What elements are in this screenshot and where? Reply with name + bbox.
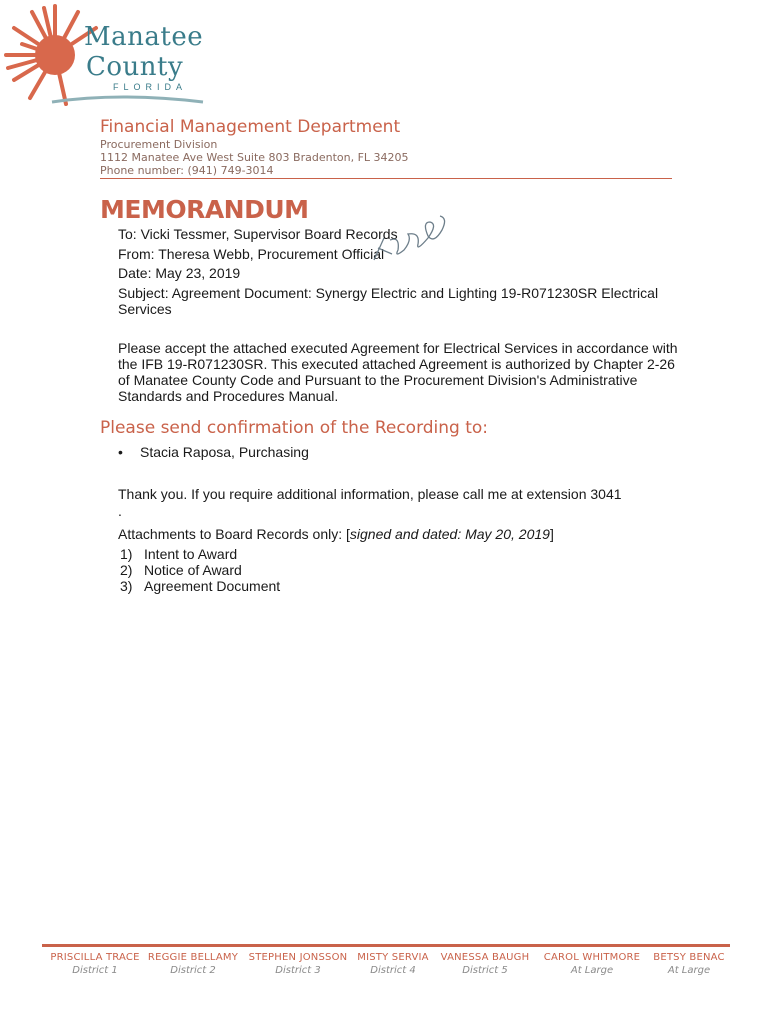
stray-dot: . [118,503,122,519]
commissioner [48,952,142,976]
address: 1112 Manatee Ave West Suite 803 Bradenton, FL 34205 [100,151,409,164]
commissioner [247,952,349,976]
commissioner [542,952,642,976]
attachment-number: 1) [120,546,133,562]
footer-divider [42,944,730,947]
signature-initials [368,210,458,270]
commissioner [440,952,530,976]
memo-to: To: Vicki Tessmer, Supervisor Board Records [118,226,398,242]
commissioner-district: District 5 [462,965,508,976]
thank-you-text: Thank you. If you require additional information, please call me at extension 3041 [118,486,622,502]
commissioner [355,952,431,976]
confirmation-heading: Please send confirmation of the Recording to: [100,418,489,438]
commissioner-name: STEPHEN JONSSON [248,952,348,963]
attachments-signed-date: signed and dated: May 20, 2019 [349,526,550,542]
bullet-icon: • [118,444,123,460]
memo-subject-line1: Subject: Agreement Document: Synergy Electric and Lighting 19-R071230SR Electrical [118,285,659,301]
attachments-intro [118,526,554,542]
commissioner-name: PRISCILLA TRACE [50,952,140,963]
attachments-intro-text: Attachments to Board Records only: [ [118,526,350,542]
commissioner [146,952,240,976]
commissioner-name: BETSY BENAC [653,952,725,963]
attachments-close-bracket: ] [549,526,554,542]
memo-date: Date: May 23, 2019 [118,265,241,281]
recipient-item: Stacia Raposa, Purchasing [140,444,309,460]
commissioner-district: District 2 [170,965,216,976]
attachment-item: Notice of Award [144,562,242,578]
attachment-item: Intent to Award [144,546,238,562]
memo-from: From: Theresa Webb, Procurement Official [118,246,385,262]
commissioner [650,952,728,976]
body-paragraph: Please accept the attached executed Agreement for Electrical Services in accordance with the IFB 19-R071230SR. This executed attached Agreement is authorized by Chapter 2-26 of Manatee County Code and Pursuant to the Procurement Division's Administrative Standards and Procedures Manual. [118,340,678,404]
commissioner-name: MISTY SERVIA [357,952,429,963]
commissioner-district: At Large [570,965,614,976]
commissioner-district: District 1 [72,965,118,976]
commissioner-name: CAROL WHITMORE [543,952,641,963]
header-divider [100,178,672,179]
memo-subject-line2: Services [118,301,172,317]
commissioner-name: REGGIE BELLAMY [147,952,239,963]
department-title: Financial Management Department [100,117,401,137]
logo-text-county: County [86,52,184,82]
attachment-number: 3) [120,578,133,594]
commissioner-district: At Large [667,965,711,976]
division-name: Procurement Division [100,138,218,151]
attachment-number: 2) [120,562,133,578]
commissioner-district: District 4 [370,965,416,976]
phone-number: Phone number: (941) 749-3014 [100,164,274,177]
logo-text-manatee: Manatee [84,22,204,52]
logo-swoosh-icon [50,94,205,108]
logo-text-florida: FLORIDA [113,82,188,92]
commissioner-district: District 3 [275,965,321,976]
manatee-county-logo [0,0,205,110]
commissioner-name: VANESSA BAUGH [440,952,530,963]
attachment-item: Agreement Document [144,578,281,594]
memo-title: MEMORANDUM [100,195,309,224]
